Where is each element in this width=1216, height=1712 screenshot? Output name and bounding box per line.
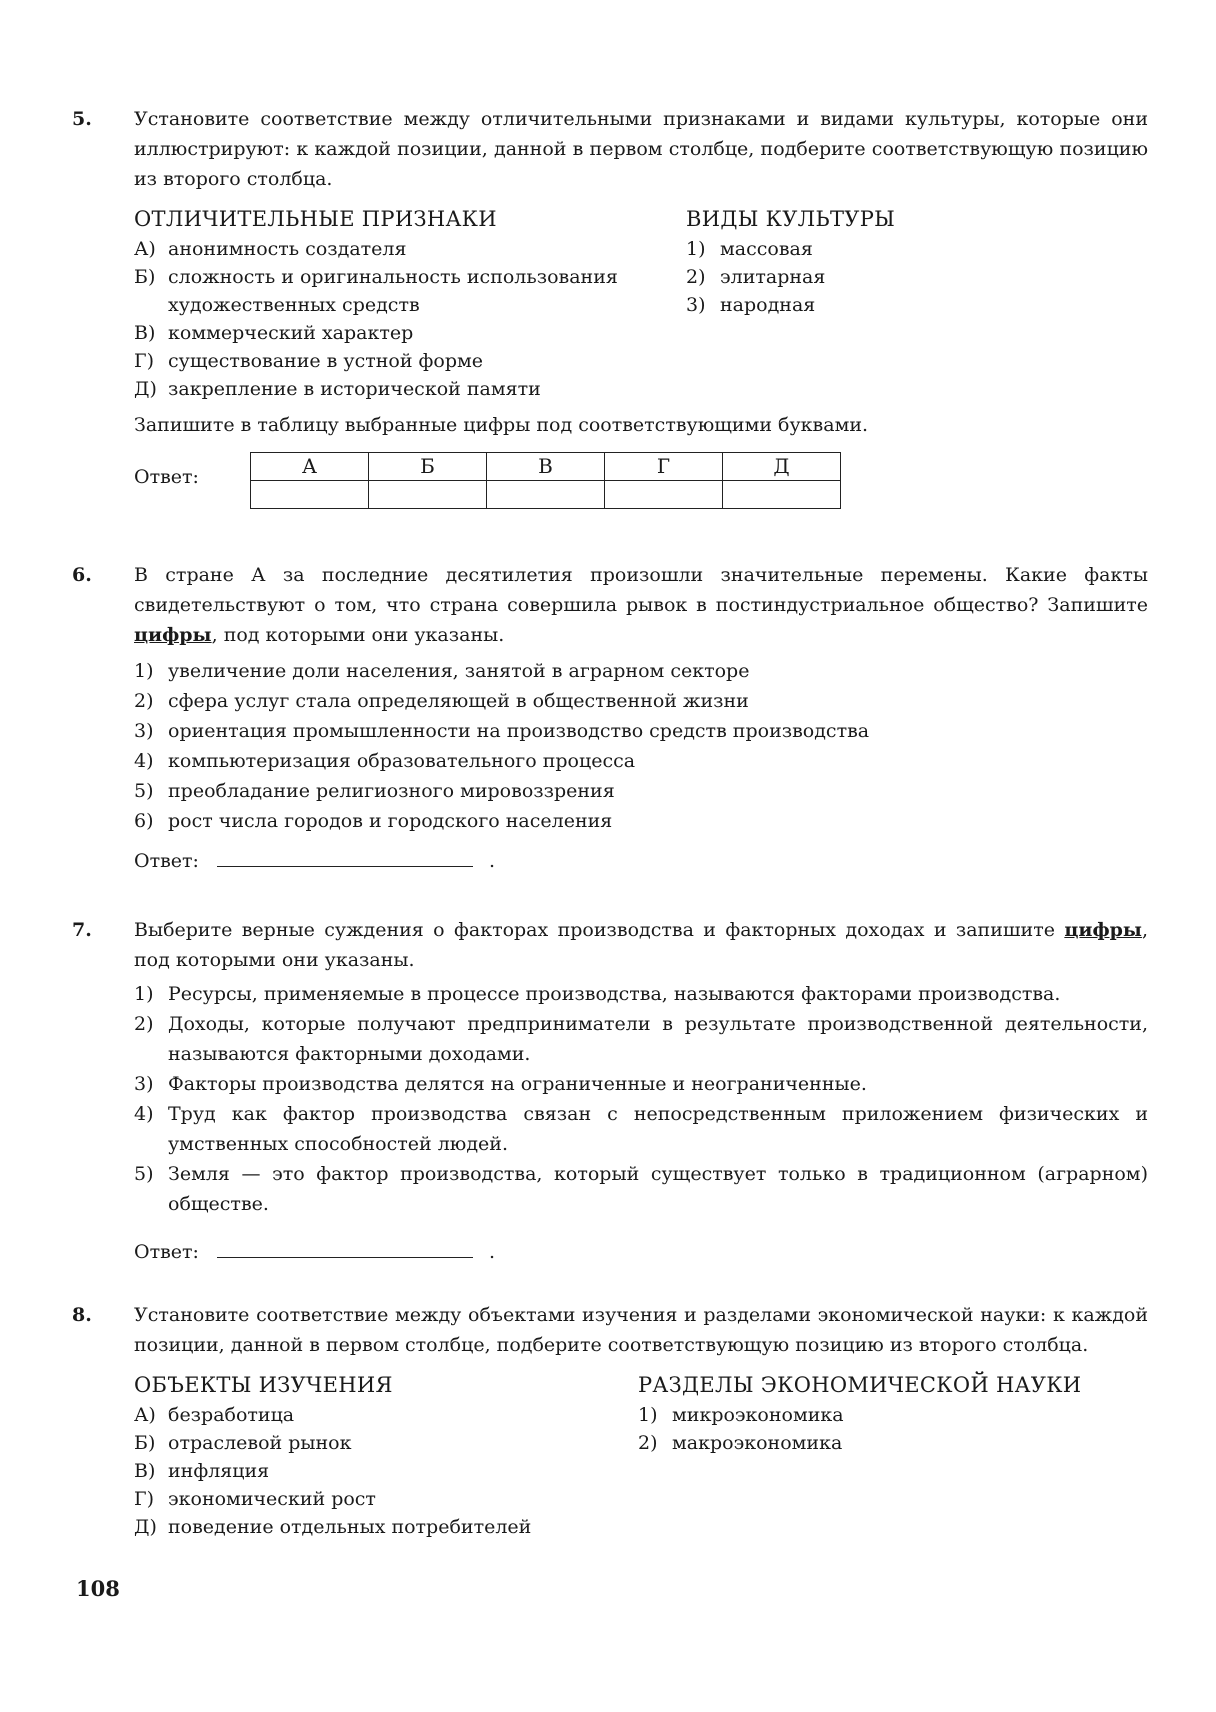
list-item: 4) компьютеризация образовательного процесса — [134, 750, 636, 772]
instruction: Запишите в таблицу выбранные цифры под соответствующими буквами. — [134, 414, 869, 436]
page-number: 108 — [76, 1576, 120, 1601]
list-item: 5) Земля — это фактор производства, который существует только в традиционном (аграрном) обществе. — [134, 1163, 1148, 1215]
table-header: А — [251, 453, 369, 481]
list-item: Д) закрепление в исторической памяти — [134, 378, 541, 400]
left-column — [134, 204, 654, 403]
task-question: В стране А за последние десятилетия произошли значительные перемены. Какие факты свидетельствуют о том, что страна совершила рывок в постиндустриальное общество? Запишите цифры, под которыми они указаны. — [134, 564, 1148, 646]
list-item: В) инфляция — [134, 1460, 270, 1482]
list-item: 2) сфера услуг стала определяющей в общественной жизни — [134, 690, 749, 712]
task-number: 7. — [72, 919, 92, 941]
list-item: Д) поведение отдельных потребителей — [134, 1516, 532, 1538]
list-item: 3) ориентация промышленности на производство средств производства — [134, 720, 870, 742]
answer-label: Ответ: — [134, 850, 199, 872]
list-item: 2) элитарная — [686, 266, 826, 288]
answer-line[interactable] — [217, 848, 473, 867]
task-7 — [72, 915, 1148, 1267]
list-item: А) анонимность создателя — [134, 238, 407, 260]
list-item: В) коммерческий характер — [134, 322, 414, 344]
list-item: Б) сложность и оригинальность использования художественных средств — [134, 266, 618, 316]
answer-table — [250, 452, 841, 509]
table-header: Б — [369, 453, 487, 481]
task-5 — [72, 104, 1148, 510]
list-item: 1) Ресурсы, применяемые в процессе производства, называются факторами производства. — [134, 983, 1061, 1005]
list-item: 2) макроэкономика — [638, 1432, 843, 1454]
task-number: 5. — [72, 108, 92, 130]
answer-cell[interactable] — [605, 481, 723, 509]
answer-label: Ответ: — [134, 466, 199, 488]
left-column — [134, 1370, 614, 1541]
answer-cell[interactable] — [369, 481, 487, 509]
answer-row: Ответ: . — [134, 1241, 496, 1263]
emphasis: цифры — [134, 624, 212, 646]
list-item: Б) отраслевой рынок — [134, 1432, 352, 1454]
emphasis: цифры — [1064, 919, 1142, 941]
answer-row: Ответ: . — [134, 850, 496, 872]
list-item: 5) преобладание религиозного мировоззрения — [134, 780, 615, 802]
column-heading: ВИДЫ КУЛЬТУРЫ — [686, 207, 896, 231]
task-question: Выберите верные суждения о факторах производства и факторных доходах и запишите цифры, под которыми они указаны. — [134, 919, 1148, 971]
answer-line[interactable] — [217, 1239, 473, 1258]
list-item: 3) Факторы производства делятся на ограниченные и неограниченные. — [134, 1073, 867, 1095]
list-item: Г) экономический рост — [134, 1488, 376, 1510]
list-item: 1) микроэкономика — [638, 1404, 844, 1426]
list-item: 6) рост числа городов и городского населения — [134, 810, 613, 832]
task-8 — [72, 1300, 1148, 1540]
answer-cell[interactable] — [723, 481, 841, 509]
answer-cell[interactable] — [251, 481, 369, 509]
column-heading: РАЗДЕЛЫ ЭКОНОМИЧЕСКОЙ НАУКИ — [638, 1373, 1082, 1397]
right-column — [638, 1370, 1138, 1457]
list-item: 2) Доходы, которые получают предприниматели в результате производственной деятельности, называются факторными доходами. — [134, 1013, 1148, 1065]
column-heading: ОБЪЕКТЫ ИЗУЧЕНИЯ — [134, 1373, 393, 1397]
task-question: Установите соответствие между объектами изучения и разделами экономической науки: к каждой позиции, данной в первом столбце, подберите соответствующую позицию из второго столбца. — [134, 1304, 1148, 1356]
right-column — [686, 204, 1086, 319]
task-question: Установите соответствие между отличительными признаками и видами культуры, которые они иллюстрируют: к каждой позиции, данной в первом столбце, подберите соответствующую позицию из второго столбца. — [134, 108, 1148, 190]
task-number: 8. — [72, 1304, 92, 1326]
list-item: 4) Труд как фактор производства связан с непосредственным приложением физических и умственных способностей людей. — [134, 1103, 1148, 1155]
answer-label: Ответ: — [134, 1241, 199, 1263]
list-item: 3) народная — [686, 294, 816, 316]
table-header: Г — [605, 453, 723, 481]
column-heading: ОТЛИЧИТЕЛЬНЫЕ ПРИЗНАКИ — [134, 207, 497, 231]
answer-cell[interactable] — [487, 481, 605, 509]
table-header: В — [487, 453, 605, 481]
task-number: 6. — [72, 564, 92, 586]
list-item: 1) увеличение доли населения, занятой в аграрном секторе — [134, 660, 750, 682]
task-6 — [72, 560, 1148, 876]
table-header: Д — [723, 453, 841, 481]
list-item: А) безработица — [134, 1404, 295, 1426]
list-item: Г) существование в устной форме — [134, 350, 484, 372]
list-item: 1) массовая — [686, 238, 813, 260]
